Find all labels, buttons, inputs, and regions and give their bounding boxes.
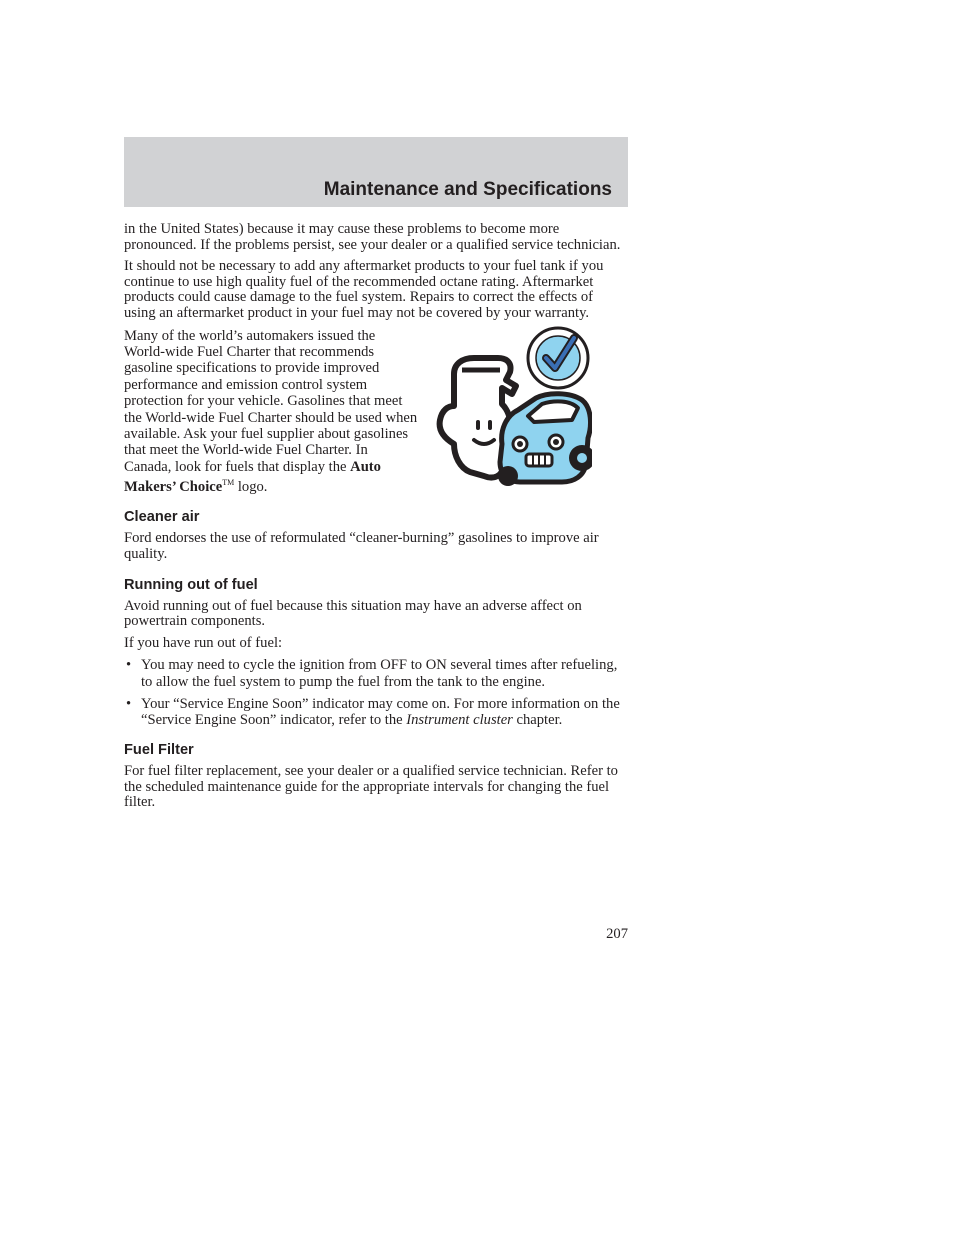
fuel-charter-text: Many of the world’s automakers issued the World-wide Fuel Charter that recommends gasoline specifications to provide improved performance and emission control system protection for your vehicle. Gasolines that meet the World-wide Fuel Charter should be used when available. Ask your fuel supplier about gasolines that meet the World-wide Fuel Charter. In Canada, look for fuels that display the [124,327,418,475]
page-content [124,222,628,817]
heading-cleaner-air: Cleaner air [124,509,200,526]
auto-makers-choice-name: Auto Makers’ Choice [124,458,381,496]
bullet: • [126,695,132,712]
header-band [124,137,628,207]
fuel-charter-text-end: logo. [234,479,268,496]
list-item-text-end: chapter. [512,712,563,729]
list-item-text: Your “Service Engine Soon” indicator may come on. For more information on the “Service Engine Soon” indicator, refer to the [141,695,620,729]
paragraph-if-run-out: If you have run out of fuel: [124,634,283,651]
page-title: Maintenance and Specifications [323,179,612,200]
run-out-list [124,657,628,728]
heading-fuel-filter: Fuel Filter [124,742,194,759]
bullet: • [126,657,132,674]
paragraph-intro: in the United States) because it may cause these problems to become more pronounced. If the problems persist, see your dealer or a qualified service technician. [124,221,621,253]
auto-makers-choice-logo [432,326,592,496]
paragraph-cleaner-air: Ford endorses the use of reformulated “cleaner-burning” gasolines to improve air quality. [124,530,599,563]
car-figure [498,393,592,485]
check-seal-icon [528,328,588,388]
paragraph-fuel-filter: For fuel filter replacement, see your dealer or a qualified service technician. Refer to the scheduled maintenance guide for the appropriate intervals for changing the fuel filter. [124,763,618,811]
trademark-mark: TM [222,478,235,488]
paragraph-aftermarket: It should not be necessary to add any aftermarket products to your fuel tank if you continue to use high quality fuel of the recommended octane rating. Aftermarket products could cause damage to the fuel system. Repairs to correct the effects of using an aftermarket product in your fuel may not be covered by your warranty. [124,258,604,321]
instrument-cluster-reference: Instrument cluster [406,712,513,729]
paragraph-running-out: Avoid running out of fuel because this situation may have an adverse affect on powertrain components. [124,597,582,630]
page-number: 207 [606,926,628,942]
heading-running-out-of-fuel: Running out of fuel [124,576,258,593]
list-item [124,657,628,689]
list-item-text: You may need to cycle the ignition from OFF to ON several times after refueling, to allow the fuel system to pump the fuel from the tank to the engine. [141,657,618,690]
list-item [124,696,628,728]
